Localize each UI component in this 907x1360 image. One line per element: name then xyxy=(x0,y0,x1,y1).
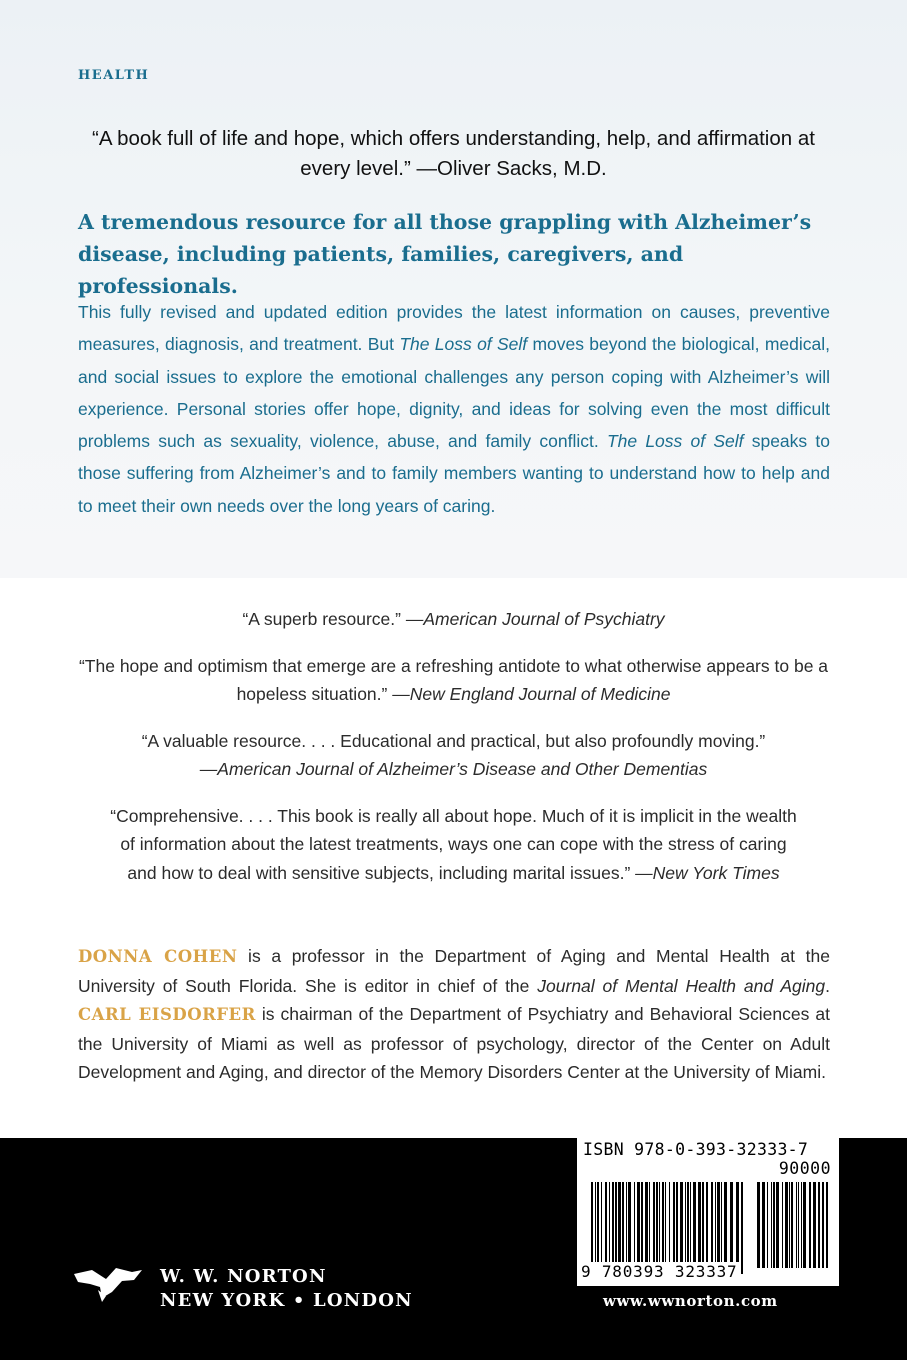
journal-title: Journal of Mental Health and Aging xyxy=(537,975,826,996)
barcode-bar xyxy=(822,1182,824,1268)
tagline: A tremendous resource for all those grappling with Alzheimer’s disease, including patients, families, caregivers, and professionals. xyxy=(78,210,812,298)
barcode-bar xyxy=(618,1182,621,1274)
barcode-bar xyxy=(687,1182,689,1274)
barcode-bar xyxy=(634,1182,635,1274)
barcode-bar xyxy=(591,1182,593,1274)
ean-number: 9 780393 323337 xyxy=(581,1262,738,1281)
blurb-quote: “The hope and optimism that emerge are a refreshing antidote to what otherwise appears to be a hopeless situation.” xyxy=(78,655,829,704)
description-text: moves beyond the biological, medical, and social issues to explore the emotional challenges any person coping with Alzheimer’s will experience. Personal stories offer hope, dignity, and ideas for solving even the most difficult problems such as sexuality, violence, abuse, and family conflict. xyxy=(78,334,830,452)
barcode-bar xyxy=(785,1182,788,1268)
barcode-bar xyxy=(609,1182,610,1274)
barcode-bar xyxy=(771,1182,772,1268)
lead-quote-source: —Oliver Sacks, M.D. xyxy=(416,157,607,180)
blurb-source: —New England Journal of Medicine xyxy=(392,684,671,704)
barcode-bar xyxy=(693,1182,696,1274)
barcode-bar xyxy=(665,1182,666,1274)
blurb-quote: “A superb resource.” xyxy=(242,609,406,629)
barcode-bar xyxy=(715,1182,716,1274)
barcode-bar xyxy=(605,1182,607,1274)
barcode-bar xyxy=(612,1182,614,1274)
barcode-bar xyxy=(791,1182,793,1268)
blurb-quote: “Comprehensive. . . . This book is really all about hope. Much of it is implicit in the wealth of information about the latest treatments, ways one can cope with the stress of caring and how to deal with sensitive subjects, including marital issues.” xyxy=(110,805,797,883)
barcode-bar xyxy=(711,1182,713,1274)
barcode-bar xyxy=(730,1182,733,1274)
blurb-source: —New York Times xyxy=(635,862,780,883)
lead-quote xyxy=(90,124,817,184)
blurb xyxy=(70,652,837,709)
barcode-bar xyxy=(680,1182,683,1274)
barcode-addon-bars xyxy=(757,1182,831,1268)
barcode-bar xyxy=(649,1182,650,1274)
barcode-bar xyxy=(809,1182,811,1268)
barcode-bar xyxy=(601,1182,602,1274)
barcode-bar xyxy=(673,1182,675,1274)
bio-text: is chairman of the Department of Psychiatry and Behavioral Sciences at the University of Miami as well as professor of psychology, director of the Center on Adult Development and Aging, and director of the Memory Disorders Center at the University of Miami. xyxy=(78,1004,830,1083)
description xyxy=(78,296,830,522)
publisher-location: NEW YORK • LONDON xyxy=(160,1290,413,1311)
barcode-bar xyxy=(706,1182,708,1274)
lead-quote-text: “A book full of life and hope, which offers understanding, help, and affirmation at every level.” xyxy=(92,127,815,180)
barcode-bar xyxy=(782,1182,783,1268)
barcode-bar xyxy=(762,1182,765,1268)
barcode-bar xyxy=(717,1182,720,1274)
barcode-bar xyxy=(597,1182,599,1274)
barcode-main-bars xyxy=(591,1182,746,1274)
price-code: 90000 xyxy=(778,1159,831,1178)
barcode-bar xyxy=(659,1182,660,1274)
barcode-bar xyxy=(798,1182,799,1268)
category-label: HEALTH xyxy=(78,68,150,83)
barcode-bar xyxy=(628,1182,631,1274)
book-title: The Loss of Self xyxy=(606,431,744,452)
barcode-bar xyxy=(741,1182,743,1274)
blurb xyxy=(70,802,837,888)
barcode-bar xyxy=(776,1182,779,1268)
barcode-bar xyxy=(803,1182,806,1268)
barcode-bar xyxy=(818,1182,820,1268)
barcode-bar xyxy=(662,1182,664,1274)
barcode-bar xyxy=(653,1182,655,1274)
barcode-bar xyxy=(645,1182,648,1274)
barcode-bar xyxy=(801,1182,802,1268)
book-title: The Loss of Self xyxy=(399,334,528,355)
author-name: CARL EISDORFER xyxy=(78,1005,256,1025)
blurb-source: —American Journal of Psychiatry xyxy=(405,609,665,629)
isbn-label: ISBN 978-0-393-32333-7 xyxy=(583,1140,809,1159)
bio-text: . xyxy=(825,975,830,996)
barcode-bar xyxy=(702,1182,704,1274)
barcode-bar xyxy=(626,1182,627,1274)
barcode-bar xyxy=(826,1182,828,1268)
publisher-imprint xyxy=(160,1265,413,1313)
blurb-quote: “A valuable resource. . . . Educational and practical, but also profoundly moving.” xyxy=(141,730,766,751)
barcode-bar xyxy=(757,1182,760,1268)
description-text: speaks to those suffering from Alzheimer’s and to family members wanting to understand how to help and to meet their own needs over the long years of caring. xyxy=(78,431,830,516)
barcode-bar xyxy=(698,1182,701,1274)
barcode-bar xyxy=(690,1182,691,1274)
blurb xyxy=(70,727,837,784)
author-name: DONNA COHEN xyxy=(78,947,238,966)
barcode-bar xyxy=(676,1182,678,1274)
barcode-bar xyxy=(615,1182,617,1274)
blurb xyxy=(70,605,837,634)
review-blurbs xyxy=(70,605,837,905)
blurb-source: —American Journal of Alzheimer’s Disease and Other Dementias xyxy=(199,759,708,779)
author-bio xyxy=(78,942,830,1087)
barcode-bar xyxy=(656,1182,658,1274)
description-text: This fully revised and updated edition provides the latest information on causes, preventive measures, diagnosis, and treatment. But xyxy=(78,302,830,355)
barcode-bar xyxy=(685,1182,686,1274)
barcode-bar xyxy=(622,1182,624,1274)
barcode-bar xyxy=(595,1182,596,1274)
top-panel xyxy=(0,0,907,578)
barcode-bar xyxy=(721,1182,722,1274)
barcode-bar xyxy=(724,1182,727,1274)
barcode xyxy=(577,1138,839,1286)
barcode-bar xyxy=(789,1182,790,1268)
seagull-icon xyxy=(72,1262,144,1306)
barcode-bar xyxy=(637,1182,640,1274)
barcode-bar xyxy=(767,1182,768,1268)
barcode-bar xyxy=(736,1182,739,1274)
barcode-bar xyxy=(641,1182,643,1274)
publisher-name: W. W. NORTON xyxy=(160,1266,327,1287)
publisher-url[interactable]: www.wwnorton.com xyxy=(603,1292,778,1310)
barcode-bar xyxy=(669,1182,670,1274)
bio-text: is a professor in the Department of Aging and Mental Health at the University of South Florida. She is editor in chief of the xyxy=(78,946,830,996)
barcode-bar xyxy=(773,1182,775,1268)
barcode-bar xyxy=(813,1182,816,1268)
barcode-bar xyxy=(796,1182,797,1268)
